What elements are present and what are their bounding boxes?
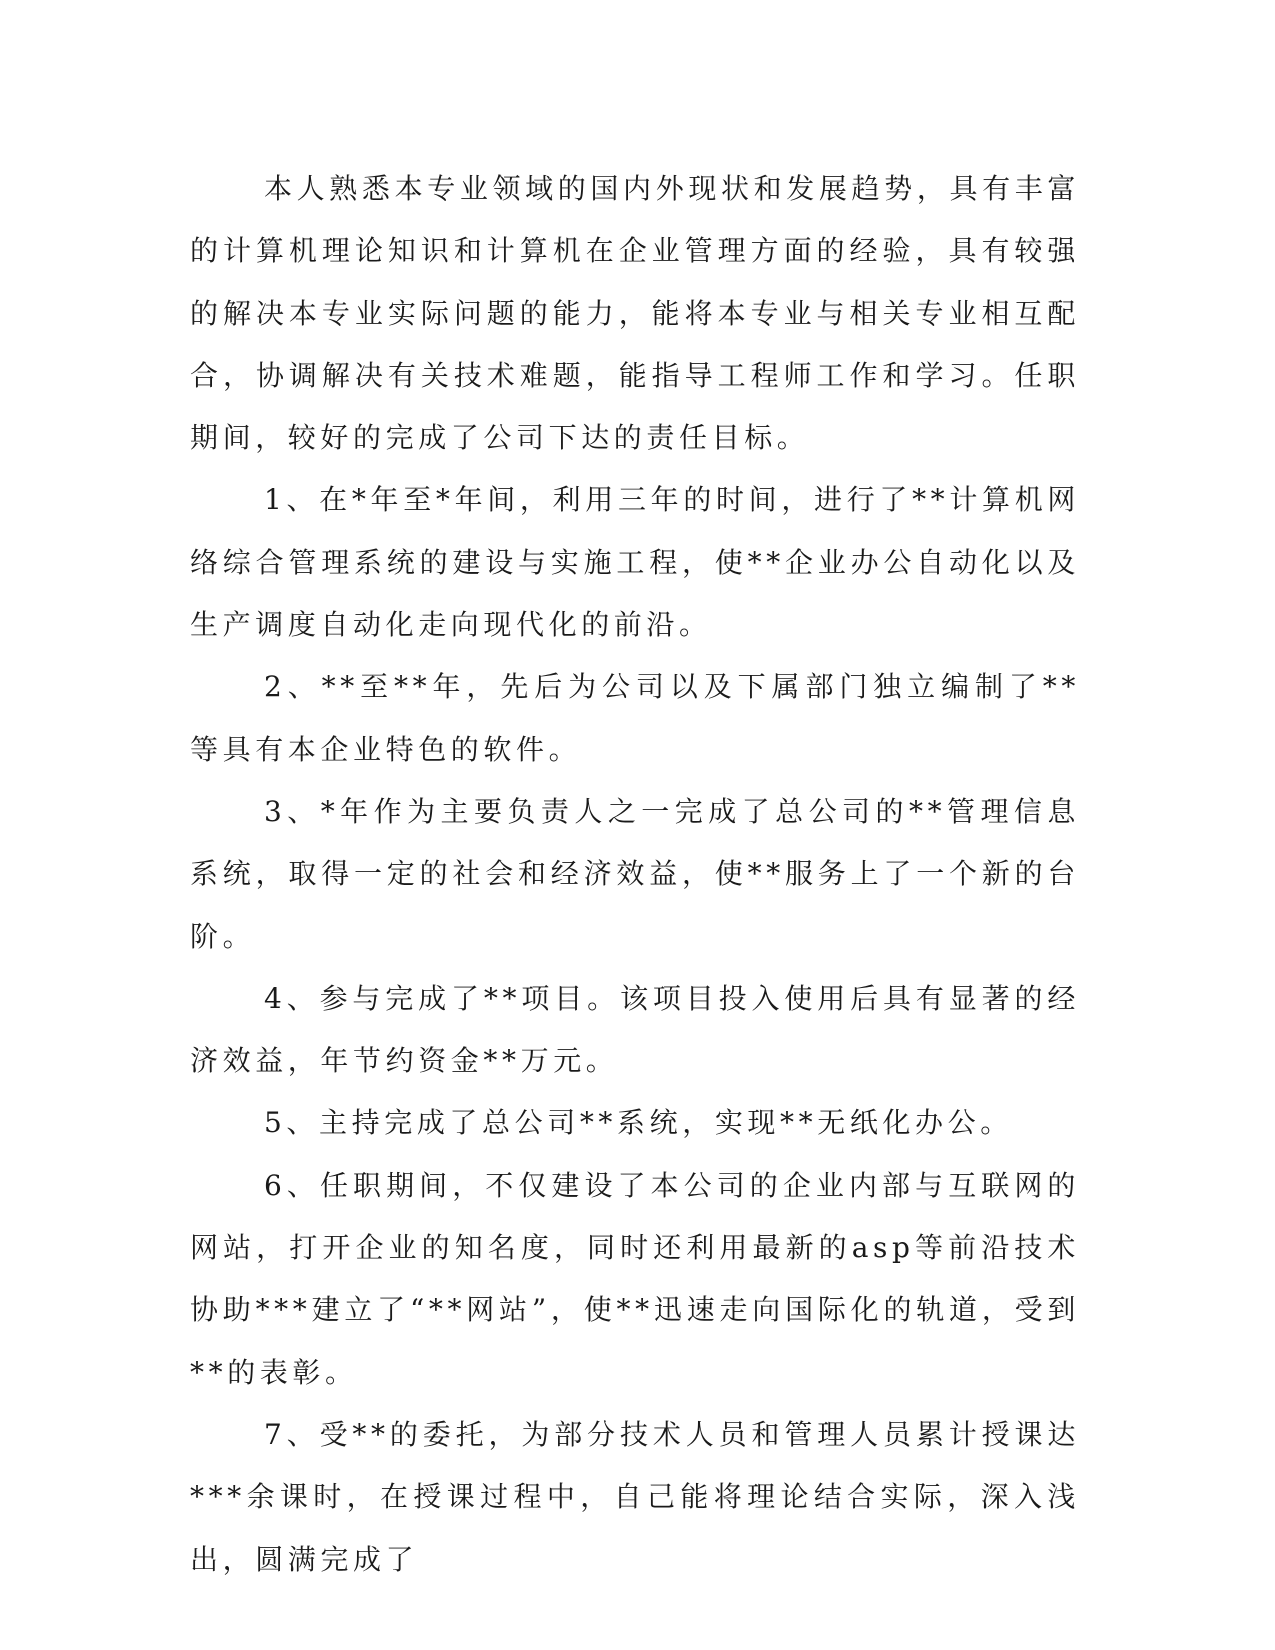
document-body <box>190 158 1080 1591</box>
paragraph-item-4: 4、参与完成了**项目。该项目投入使用后具有显著的经济效益，年节约资金**万元。 <box>190 981 1080 1078</box>
paragraph-item-2: 2、**至**年，先后为公司以及下属部门独立编制了**等具有本企业特色的软件。 <box>190 670 1080 766</box>
paragraph-item-3: 3、*年作为主要负责人之一完成了总公司的**管理信息系统，取得一定的社会和经济效益，使**服务上了一个新的台阶。 <box>190 794 1080 953</box>
paragraph-item-5: 5、主持完成了总公司**系统，实现**无纸化办公。 <box>264 1106 1013 1140</box>
paragraph-item-6: 6、任职期间，不仅建设了本公司的企业内部与互联网的网站，打开企业的知名度，同时还利用最新的asp等前沿技术协助***建立了“**网站”，使**迅速走向国际化的轨道，受到**的表彰。 <box>190 1168 1080 1389</box>
paragraph-item-1: 1、在*年至*年间，利用三年的时间，进行了**计算机网络综合管理系统的建设与实施工程，使**企业办公自动化以及生产调度自动化走向现代化的前沿。 <box>190 483 1080 642</box>
paragraph-intro: 本人熟悉本专业领域的国内外现状和发展趋势，具有丰富的计算机理论知识和计算机在企业管理方面的经验，具有较强的解决本专业实际问题的能力，能将本专业与相关专业相互配合，协调解决有关技术难题，能指导工程师工作和学习。任职期间，较好的完成了公司下达的责任目标。 <box>190 172 1080 455</box>
paragraph-item-7: 7、受**的委托，为部分技术人员和管理人员累计授课达***余课时，在授课过程中，自己能将理论结合实际，深入浅出，圆满完成了 <box>190 1417 1080 1576</box>
